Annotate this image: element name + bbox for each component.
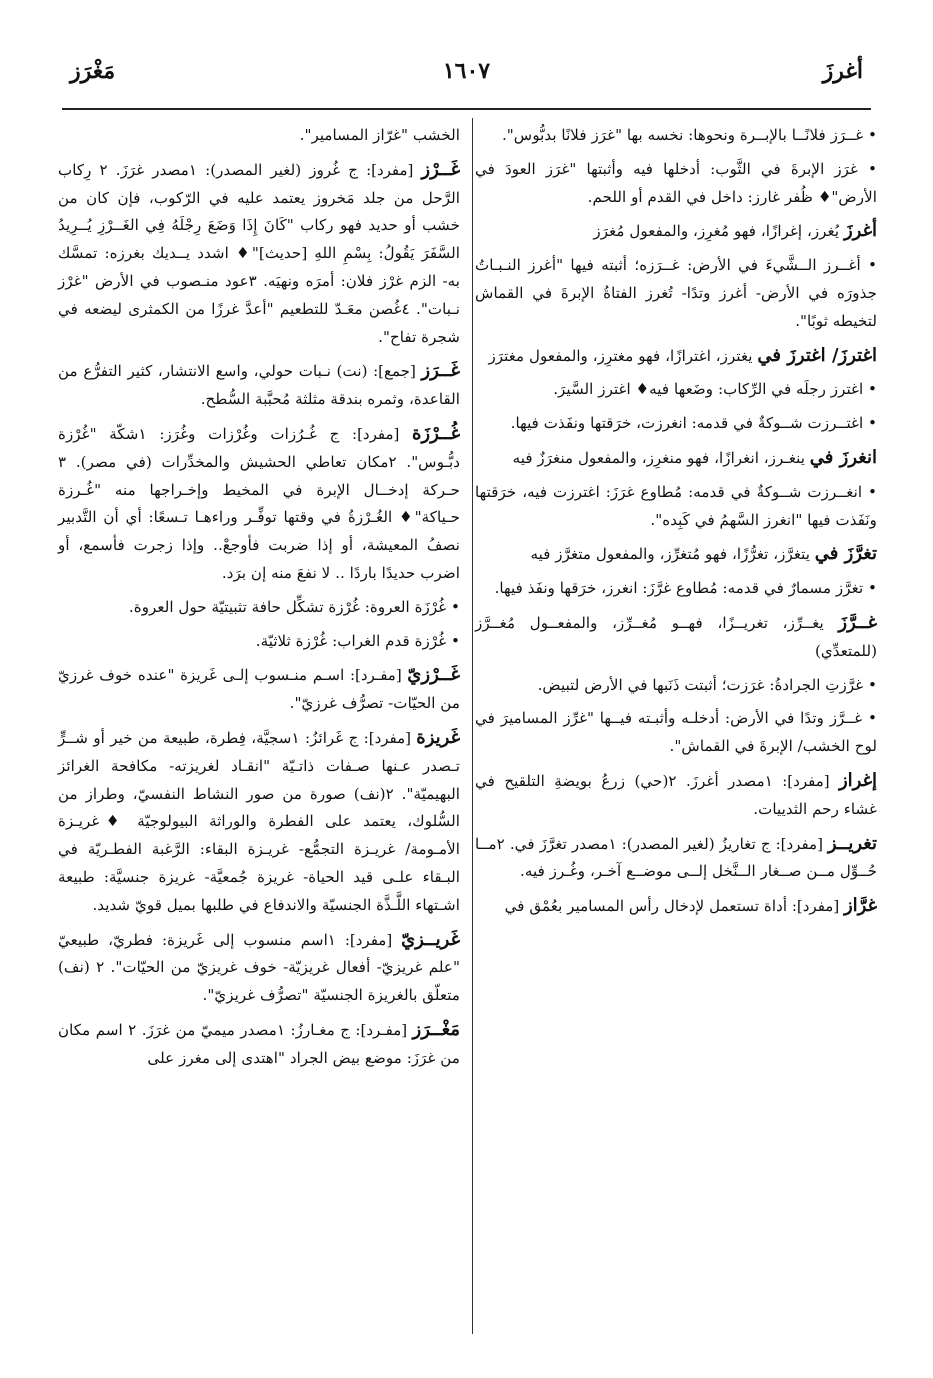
entry-tag: [جمع]: [367, 362, 422, 381]
entry-sense [475, 705, 877, 761]
entry-sense [475, 122, 877, 150]
dictionary-entry [58, 926, 460, 1010]
entry-text: ج غُروز (لغير المصدر): ١مصدر غرَزَ. ٢ رِكاب الرَّحل من جلد مَخروز يعتمد عليه في الرّكوب، فإن كان من خشب أو حديد فهو ركاب "كَانَ إِذَا وَضَعَ رِجْلَهُ فِي الغَــرْزِ يُــرِيدُ السَّفَرَ يَقُولُ: بِسْمِ اللهِ [حديث]"♦ اشدد يــديك بغرزه: تمسَّك به- الزم غرْز فلان: أمرَه ونهيَه. ٣عود منـصوب في الأرض "غرْز نـبات". ٤غُصن معَـدّ للتطعيم "أعدَّ غرزًا من الكمثرى ليضعه في شجرة تفاح". [58, 160, 461, 346]
entry-sense [58, 628, 460, 656]
entry-sense [475, 479, 877, 535]
dictionary-entry [475, 342, 877, 371]
entry-tag: [مفرد]: [787, 897, 844, 916]
entry-text: ينغـرز، انغرازًا، فهو منغرِز، والمفعول منغرَزٌ فيه [512, 448, 810, 467]
header-rule [62, 108, 871, 110]
entry-text: • أغــرز الــشَّيءَ في الأرض: غــرَزه؛ أثبته فيها "أغرز النـبـاتُ جذورَه في الأرض- أغرز وتدًا- تُغرز الفتاةُ الإبرةَ في القماش لتخيطه ثوبًا". [475, 256, 877, 330]
entry-headword: غَــرْز [421, 158, 460, 180]
page-number: ١٦٠٧ [442, 58, 491, 84]
dictionary-entry [475, 767, 877, 824]
entry-headword: غَــرْزيّ [407, 664, 460, 686]
entry-headword: غَريــزيّ [401, 928, 460, 950]
entry-text: • اغترز رجلَه في الرِّكاب: وضَعها فيه♦ اغترز السَّيرَ. [553, 380, 877, 399]
dictionary-entry [475, 609, 877, 666]
dictionary-entry [58, 420, 460, 588]
entry-tag: [مفرد]: [335, 930, 402, 949]
entry-sense [475, 376, 877, 404]
entry-headword: تغريــز [827, 832, 878, 854]
entry-headword: غُــرْزَة [411, 422, 460, 444]
dictionary-entry [58, 661, 460, 718]
entry-sense [475, 575, 877, 603]
entry-sense [58, 594, 460, 622]
dictionary-entry [58, 357, 460, 414]
entry-text: يغترز، اغترازًا، فهو مغترِز، والمفعول مغترَز [488, 346, 758, 365]
entry-tag: [مفـرد]: [350, 1020, 413, 1039]
entry-text: • تغرَّز مسمارٌ في قدمه: مُطاوع غرَّزَ: انغرز، خرَقها ونفَذ فيها. [494, 579, 877, 598]
entry-text: يُغرز، إغرازًا، فهو مُغرِز، والمفعول مُغرَز [593, 222, 844, 241]
entry-headword: إغراز [838, 769, 877, 791]
entry-text: ١مصدر أغرزَ. ٢(حي) زرعُ بويضةِ التلقيح في غشاء رحم الثدييات. [475, 771, 877, 818]
entry-headword: مَغْــرَز [412, 1018, 460, 1040]
entry-text: ج غَرائزُ: ١سجيَّة، فِطرة، طبيعة من خير أو شــرٍّ تـصدر عـنها صـفات ذاتـيّة "انقـاد لغريزته- مكافحة الغرائز البهيميّة". ٢(نف) صورة من صور النشاط النفسيّ، وطراز من السُّلوك، يعتمد على الفطرة والوراثة البيولوجيّة ♦غريـزة الأمـومة/ غريـزة التجمُّع- غريـزة البقاء: الرَّغبة الفطـريّة في البـقاء علـى قيد الحياة- غريزة جُمعيَّة- غريزة جنسيَّة: طبيعة اشـتهاء اللَّـذَّة الجنسيّة والاندفاع في طلبها بميل قويّ شديد. [58, 728, 460, 914]
entry-headword: غرَّاز [843, 895, 877, 917]
entry-tag: [مفرد]: [770, 834, 828, 853]
entry-tag: [مفرد]: [772, 771, 839, 790]
dictionary-entry [475, 444, 877, 473]
header-last-headword: مَغْرَز [70, 58, 116, 84]
dictionary-entry [475, 540, 877, 569]
entry-text: ج تغاريزُ (لغير المصدر): ١مصدر تغرَّزَ في. ٢مــا حُــوِّل مــن صــغار الــنَّخل إلــى موضــع آخـر، وغُـرز فيه. [475, 834, 877, 881]
entry-sense [475, 672, 877, 700]
entry-text: يتغرَّز، تغرُّزًا، فهو مُتغرِّز، والمفعول متغرَّز فيه [530, 545, 815, 564]
entry-tag: [مفرد]: [358, 160, 422, 179]
dictionary-entry [475, 830, 877, 887]
entry-headword: اغترزَ/ اغترزَ في [757, 344, 877, 366]
right-column [475, 122, 877, 927]
left-column [58, 122, 460, 1079]
dictionary-entry [475, 892, 877, 921]
entry-text: • غــرَّز وتدًا في الأرض: أدخلـه وأثبـته فيــها "غرِّز المساميرَ في لوح الخشب/ الإبرةَ في القماش". [475, 709, 877, 756]
entry-text: اسـم منـسوب إلـى غَريزة "عنده خوف غرزيّ من الحيّات- تصرُّف غرزيّ". [58, 666, 460, 713]
page-header [70, 58, 863, 98]
entry-text: • انغــرزت شــوكةٌ في قدمه: مُطاوع غرَزَ: اغترزت فيه، خرَقتها ونَفَذت فيها "انغرز السَّهمُ في كَبِده". [475, 482, 877, 529]
dictionary-entry [475, 217, 877, 246]
entry-text: • غُرْزة قدم الغراب: غُرْزة ثلاثيّة. [255, 631, 460, 650]
entry-headword: انغرزَ في [809, 446, 877, 468]
column-divider [472, 118, 473, 1334]
entry-text: يغــرِّز، تغريــزًا، فهــو مُغــرِّز، والمفعــول مُغــرَّز (للمتعدِّي) [475, 613, 877, 660]
entry-text: ١اسم منسوب إلى غَريزة: فطريّ، طبيعيّ "علم غريزيّ- أفعال غريزيّة- خوف غريزيّ من الحيّات". ٢ (نف) متعلّق بالغريزة الجنسيّة "تصرُّف غريزيّ". [58, 930, 460, 1005]
dictionary-entry [58, 724, 460, 920]
entry-text: ج مغـارزُ: ١مصدر ميميّ من غرَزَ. ٢ اسم مكان من غرَزَ: موضع بيض الجراد "اهتدى إلى مغرز على [58, 1020, 460, 1067]
entry-text: • اغتــرزت شــوكةٌ في قدمه: انغرزت، خرَقتها ونفَذت فيها. [510, 414, 877, 433]
entry-text: (نت) نـبات حولي، واسع الانتشار، كثير التفرُّع من القاعدة، وثمره بندقة مثلثة مُحبَّبة السُّطح. [58, 362, 460, 409]
entry-text: • غُرْزَة العروة: غُرْزة تشكِّل حافة تثبيتيّة حول العروة. [128, 597, 460, 616]
entry-tag: [مفـرد]: [344, 666, 408, 685]
entry-tag: [مفرد]: [358, 728, 417, 747]
entry-headword: تغرَّزَ في [814, 543, 877, 565]
entry-text: ج غُـرُزات وغُرْزات وغُرَز: ١شكّة "غُرْزة دبُّـوس". ٢مكان تعاطي الحشيش والمخدِّرات (في مصر). ٣ حـركة إدخــال الإبرة في المخيط وإخـراجها منه "غُـرزة حـياكة"♦ الغُـرْزةُ في وقتها توفِّـر وراءهـا تـسعًا: أي أن التَّدبير نصفُ المعيشة، أو إذا ضربت فأوجعْ.. وإذا زجرت فأسمع، أو اضرب حديدًا باردًا .. لا نفعَ منه إن برَد. [58, 424, 461, 582]
entry-headword: غَــرَز [421, 360, 460, 382]
entry-text: • غرَز الإبرةَ في الثَّوب: أدخلها فيه وأثبتها "غرَز العودَ في الأرض"♦ ظُفر غارز: داخل في القدم أو اللحم. [475, 159, 877, 206]
header-first-headword: أغرزَ [822, 58, 863, 84]
entry-sense [475, 410, 877, 438]
dictionary-entry [58, 156, 460, 352]
entry-text: أداة تستعمل لإدخال رأس المسامير بعُمْق في [504, 897, 788, 916]
entry-sense [475, 156, 877, 212]
entry-text: الخشب "غرّاز المسامير". [299, 126, 460, 144]
entry-tag: [مفرد]: [339, 424, 412, 443]
entry-text: • غــرَز فلانًــا بالإبــرة ونحوها: نخسه بها "غرَز فلانًا بدبُّوس". [501, 126, 877, 144]
entry-headword: غَريزة [416, 726, 460, 748]
entry-text: • غرَّزتِ الجرادةُ: غرَزت؛ أثبتت ذَنَبها في الأرض لتبيض. [537, 675, 877, 694]
entry-sense [58, 122, 460, 150]
entry-headword: غــرَّزَ [838, 611, 877, 633]
dictionary-entry [58, 1016, 460, 1073]
entry-headword: أغرزَ [843, 220, 877, 242]
entry-sense [475, 252, 877, 335]
